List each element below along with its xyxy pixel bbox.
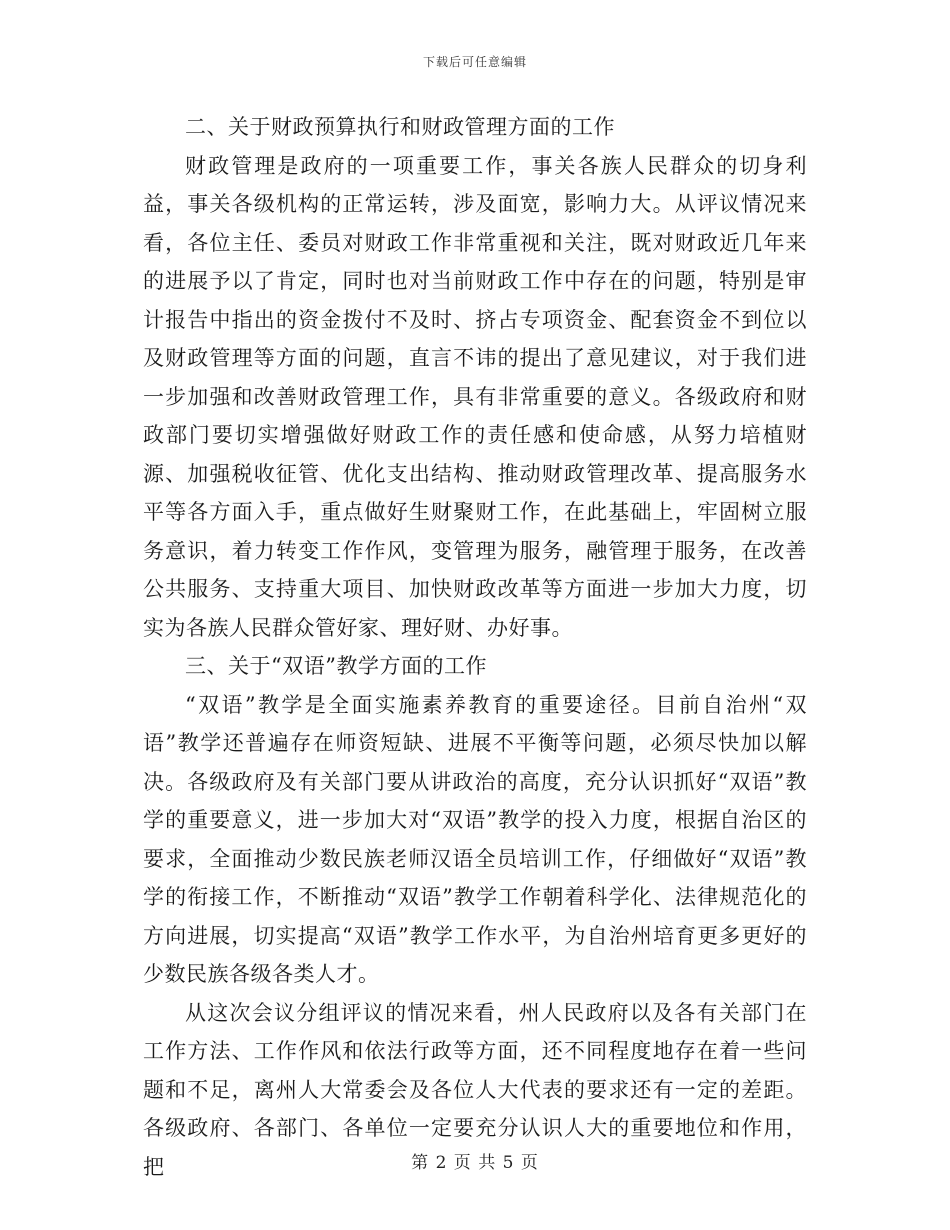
section-3-heading: 三、关于“双语”教学方面的工作 (185, 654, 487, 678)
closing-paragraph: 从这次会议分组评议的情况来看，州人民政府以及各有关部门在工作方法、工作作风和依法行政等方面，还不同程度地存在着一些问题和不足，离州人大常委会及各位人大代表的要求还有一定的差距。各级政府、各部门、各单位一定要充分认识人大的重要地位和作用，把 (143, 1000, 807, 1179)
page-number-footer: 第 2 页 共 5 页 (411, 1153, 539, 1173)
document-body (143, 108, 807, 1186)
header-note: 下载后可任意编辑 (422, 55, 527, 69)
section-2-heading: 二、关于财政预算执行和财政管理方面的工作 (185, 115, 615, 139)
section-3-paragraph: “双语”教学是全面实施素养教育的重要途径。目前自治州“双语”教学还普遍存在师资短缺、进展不平衡等问题，必须尽快加以解决。各级政府及有关部门要从讲政治的高度，充分认识抓好“双语”教学的重要意义，进一步加大对“双语”教学的投入力度，根据自治区的要求，全面推动少数民族老师汉语全员培训工作，仔细做好“双语”教学的衔接工作，不断推动“双语”教学工作朝着科学化、法律规范化的方向进展，切实提高“双语”教学工作水平，为自治州培育更多更好的少数民族各级各类人才。 (143, 692, 807, 986)
section-2-paragraph: 财政管理是政府的一项重要工作，事关各族人民群众的切身利益，事关各级机构的正常运转，涉及面宽，影响力大。从评议情况来看，各位主任、委员对财政工作非常重视和关注，既对财政近几年来的进展予以了肯定，同时也对当前财政工作中存在的问题，特别是审计报告中指出的资金拨付不及时、挤占专项资金、配套资金不到位以及财政管理等方面的问题，直言不讳的提出了意见建议，对于我们进一步加强和改善财政管理工作，具有非常重要的意义。各级政府和财政部门要切实增强做好财政工作的责任感和使命感，从努力培植财源、加强税收征管、优化支出结构、推动财政管理改革、提高服务水平等各方面入手，重点做好生财聚财工作，在此基础上，牢固树立服务意识，着力转变工作作风，变管理为服务，融管理于服务，在改善公共服务、支持重大项目、加快财政改革等方面进一步加大力度，切实为各族人民群众管好家、理好财、办好事。 (143, 153, 807, 640)
